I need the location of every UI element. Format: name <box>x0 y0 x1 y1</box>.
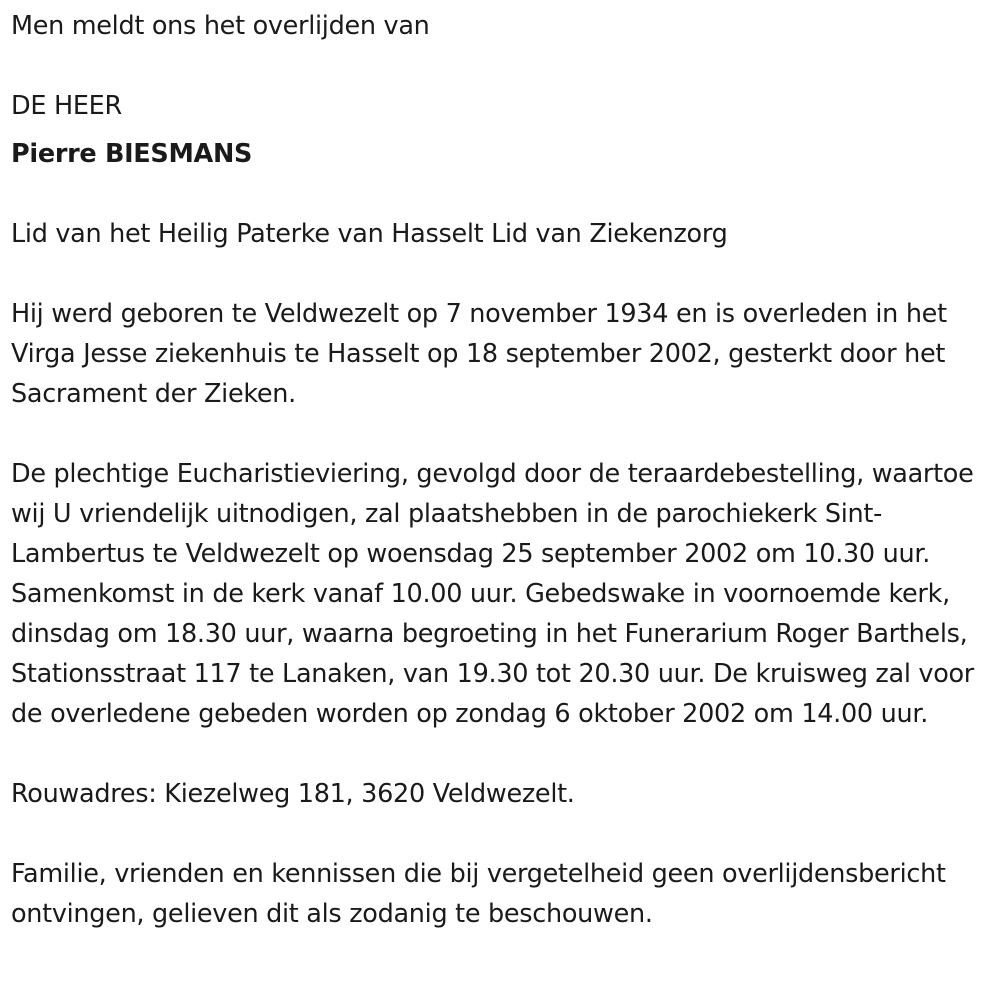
mourning-address: Rouwadres: Kiezelweg 181, 3620 Veldwezelt. <box>11 779 575 809</box>
ceremony-paragraph: De plechtige Eucharistieviering, gevolgd door de teraardebestelling, waartoe wij U vriendelijk uitnodigen, zal plaatshebben in de parochiekerk Sint-Lambertus te Veldwezelt op woensdag 25 september 2002 om 10.30 uur. Samenkomst in de kerk vanaf 10.00 uur. Gebedswake in voornoemde kerk, dinsdag om 18.30 uur, waarna begroeting in het Funerarium Roger Barthels, Stationsstraat 117 te Lanaken, van 19.30 tot 20.30 uur. De kruisweg zal voor de overledene gebeden worden op zondag 6 oktober 2002 om 14.00 uur. <box>11 459 974 729</box>
spacer <box>11 46 996 86</box>
death-notice <box>11 6 996 934</box>
honorific: DE HEER <box>11 91 122 121</box>
spacer <box>11 254 996 294</box>
spacer <box>11 734 996 774</box>
spacer <box>11 414 996 454</box>
spacer <box>11 174 996 214</box>
deceased-name: Pierre BIESMANS <box>11 139 253 169</box>
intro-text: Men meldt ons het overlijden van <box>11 11 430 41</box>
closing-paragraph: Familie, vrienden en kennissen die bij vergetelheid geen overlijdensbericht ontvingen, gelieven dit als zodanig te beschouwen. <box>11 859 946 929</box>
memberships-text: Lid van het Heilig Paterke van Hasselt Lid van Ziekenzorg <box>11 219 728 249</box>
spacer <box>11 814 996 854</box>
birth-death-paragraph: Hij werd geboren te Veldwezelt op 7 november 1934 en is overleden in het Virga Jesse ziekenhuis te Hasselt op 18 september 2002, gesterkt door het Sacrament der Zieken. <box>11 299 947 409</box>
